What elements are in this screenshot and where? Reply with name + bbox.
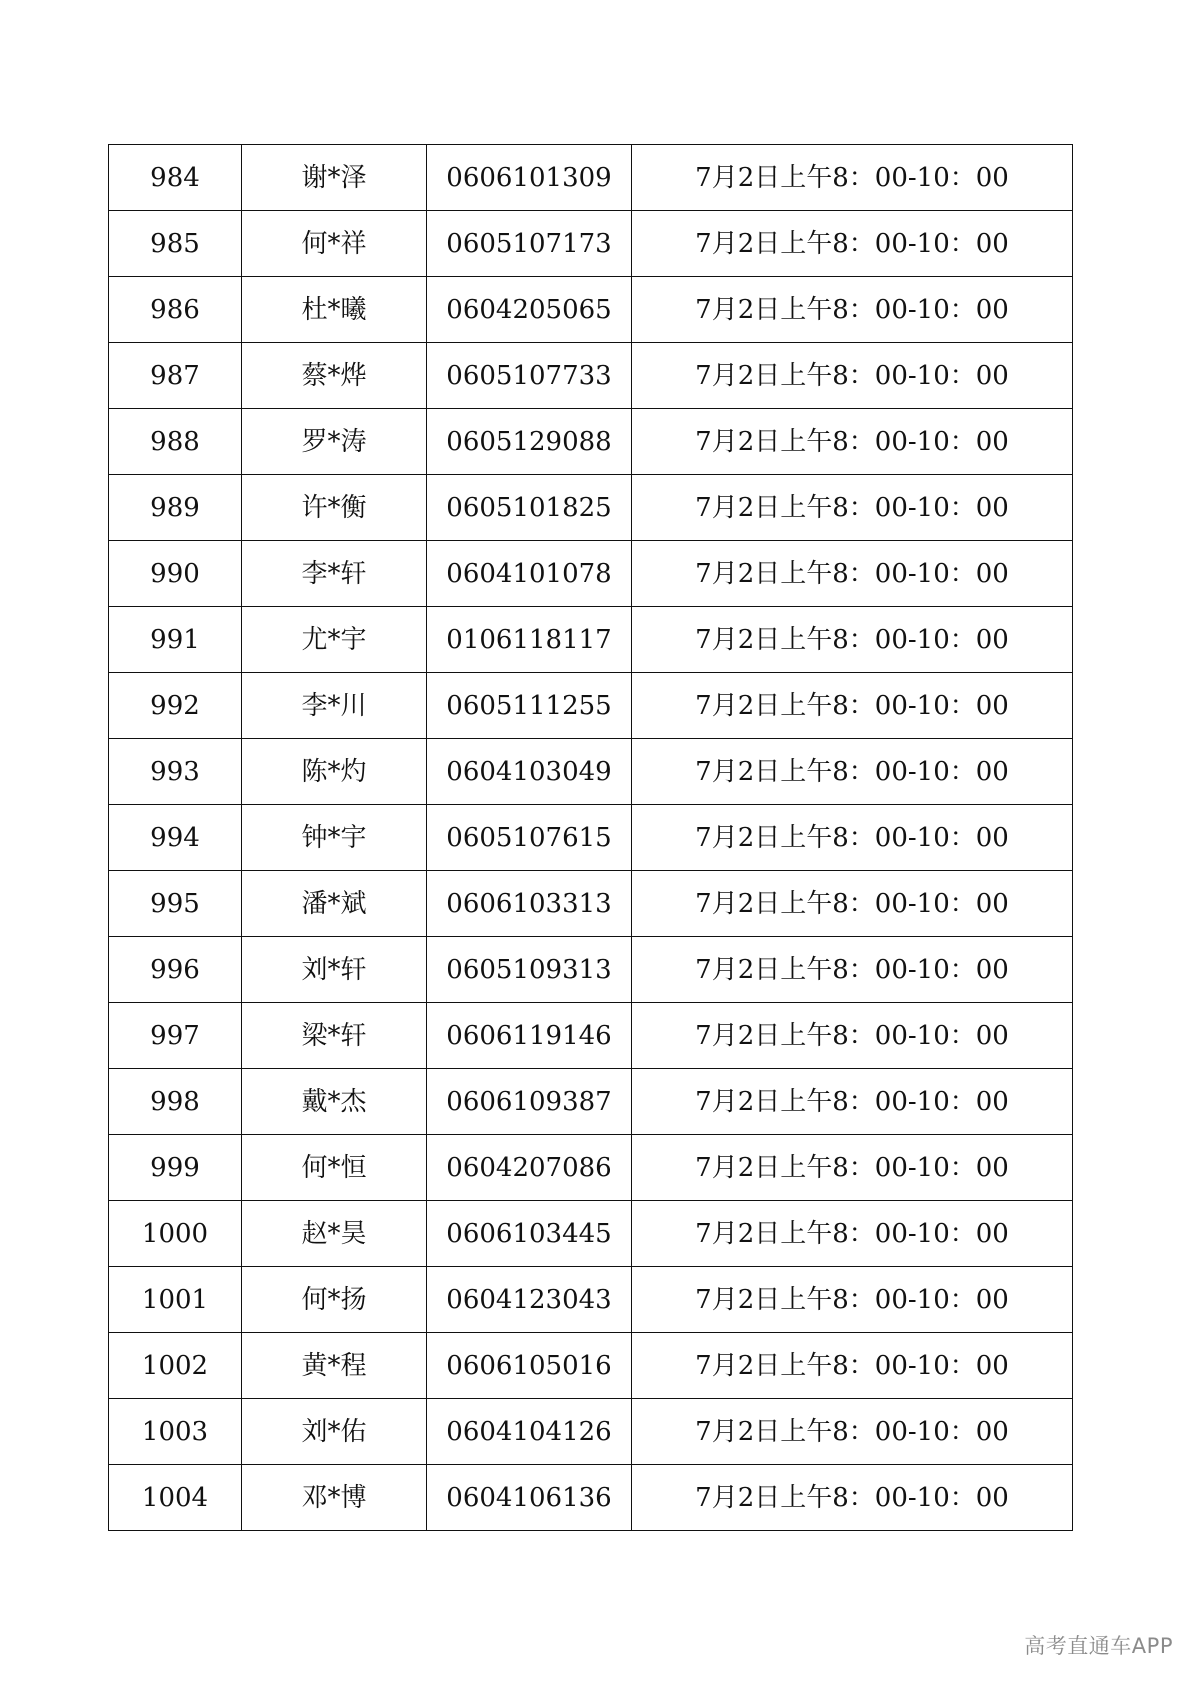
name-cell: 何*恒 — [242, 1135, 427, 1201]
name-cell: 许*衡 — [242, 475, 427, 541]
table-row — [109, 1465, 1073, 1531]
name-cell: 赵*昊 — [242, 1201, 427, 1267]
exam-time-cell: 7月2日上午8：00-10：00 — [632, 607, 1073, 673]
exam-time-cell: 7月2日上午8：00-10：00 — [632, 409, 1073, 475]
name-cell: 李*川 — [242, 673, 427, 739]
exam-time-cell: 7月2日上午8：00-10：00 — [632, 673, 1073, 739]
row-number-cell: 994 — [109, 805, 242, 871]
name-cell: 李*轩 — [242, 541, 427, 607]
row-number-cell: 997 — [109, 1003, 242, 1069]
exam-time-cell: 7月2日上午8：00-10：00 — [632, 739, 1073, 805]
row-number-cell: 991 — [109, 607, 242, 673]
name-cell: 谢*泽 — [242, 145, 427, 211]
table-row — [109, 1267, 1073, 1333]
row-number-cell: 984 — [109, 145, 242, 211]
name-cell: 戴*杰 — [242, 1069, 427, 1135]
table-row — [109, 805, 1073, 871]
exam-id-cell: 0606109387 — [427, 1069, 632, 1135]
table-row — [109, 409, 1073, 475]
table-row — [109, 475, 1073, 541]
exam-time-cell: 7月2日上午8：00-10：00 — [632, 277, 1073, 343]
exam-id-cell: 0605107733 — [427, 343, 632, 409]
name-cell: 蔡*烨 — [242, 343, 427, 409]
roster-table — [108, 144, 1073, 1531]
table-row — [109, 1201, 1073, 1267]
exam-id-cell: 0606119146 — [427, 1003, 632, 1069]
name-cell: 潘*斌 — [242, 871, 427, 937]
exam-time-cell: 7月2日上午8：00-10：00 — [632, 211, 1073, 277]
exam-time-cell: 7月2日上午8：00-10：00 — [632, 1333, 1073, 1399]
exam-id-cell: 0604101078 — [427, 541, 632, 607]
row-number-cell: 995 — [109, 871, 242, 937]
table-row — [109, 1399, 1073, 1465]
row-number-cell: 987 — [109, 343, 242, 409]
row-number-cell: 1001 — [109, 1267, 242, 1333]
row-number-cell: 1003 — [109, 1399, 242, 1465]
table-row — [109, 937, 1073, 1003]
name-cell: 杜*曦 — [242, 277, 427, 343]
exam-id-cell: 0604123043 — [427, 1267, 632, 1333]
roster-table-body — [109, 145, 1073, 1531]
exam-id-cell: 0605107173 — [427, 211, 632, 277]
watermark-text: 高考直通车APP — [1024, 1634, 1173, 1658]
exam-id-cell: 0606103445 — [427, 1201, 632, 1267]
exam-id-cell: 0606101309 — [427, 145, 632, 211]
name-cell: 钟*宇 — [242, 805, 427, 871]
exam-time-cell: 7月2日上午8：00-10：00 — [632, 871, 1073, 937]
exam-time-cell: 7月2日上午8：00-10：00 — [632, 541, 1073, 607]
row-number-cell: 989 — [109, 475, 242, 541]
table-row — [109, 1333, 1073, 1399]
name-cell: 罗*涛 — [242, 409, 427, 475]
name-cell: 邓*博 — [242, 1465, 427, 1531]
table-row — [109, 1003, 1073, 1069]
exam-id-cell: 0604104126 — [427, 1399, 632, 1465]
row-number-cell: 990 — [109, 541, 242, 607]
exam-time-cell: 7月2日上午8：00-10：00 — [632, 937, 1073, 1003]
name-cell: 陈*灼 — [242, 739, 427, 805]
exam-id-cell: 0605107615 — [427, 805, 632, 871]
exam-id-cell: 0605101825 — [427, 475, 632, 541]
exam-time-cell: 7月2日上午8：00-10：00 — [632, 1267, 1073, 1333]
table-row — [109, 673, 1073, 739]
name-cell: 何*祥 — [242, 211, 427, 277]
exam-time-cell: 7月2日上午8：00-10：00 — [632, 1135, 1073, 1201]
table-row — [109, 607, 1073, 673]
exam-id-cell: 0604207086 — [427, 1135, 632, 1201]
exam-id-cell: 0605111255 — [427, 673, 632, 739]
table-row — [109, 871, 1073, 937]
name-cell: 何*扬 — [242, 1267, 427, 1333]
table-row — [109, 541, 1073, 607]
row-number-cell: 1004 — [109, 1465, 242, 1531]
exam-id-cell: 0106118117 — [427, 607, 632, 673]
exam-time-cell: 7月2日上午8：00-10：00 — [632, 1465, 1073, 1531]
name-cell: 黄*程 — [242, 1333, 427, 1399]
name-cell: 尤*宇 — [242, 607, 427, 673]
exam-id-cell: 0605129088 — [427, 409, 632, 475]
name-cell: 刘*佑 — [242, 1399, 427, 1465]
row-number-cell: 986 — [109, 277, 242, 343]
exam-time-cell: 7月2日上午8：00-10：00 — [632, 1399, 1073, 1465]
row-number-cell: 1000 — [109, 1201, 242, 1267]
table-row — [109, 343, 1073, 409]
table-row — [109, 211, 1073, 277]
exam-time-cell: 7月2日上午8：00-10：00 — [632, 343, 1073, 409]
row-number-cell: 993 — [109, 739, 242, 805]
row-number-cell: 998 — [109, 1069, 242, 1135]
table-row — [109, 1135, 1073, 1201]
row-number-cell: 999 — [109, 1135, 242, 1201]
exam-id-cell: 0606103313 — [427, 871, 632, 937]
exam-id-cell: 0604103049 — [427, 739, 632, 805]
name-cell: 梁*轩 — [242, 1003, 427, 1069]
row-number-cell: 985 — [109, 211, 242, 277]
exam-id-cell: 0605109313 — [427, 937, 632, 1003]
row-number-cell: 1002 — [109, 1333, 242, 1399]
table-row — [109, 277, 1073, 343]
exam-time-cell: 7月2日上午8：00-10：00 — [632, 1069, 1073, 1135]
exam-id-cell: 0606105016 — [427, 1333, 632, 1399]
exam-id-cell: 0604205065 — [427, 277, 632, 343]
exam-time-cell: 7月2日上午8：00-10：00 — [632, 1003, 1073, 1069]
row-number-cell: 996 — [109, 937, 242, 1003]
table-row — [109, 145, 1073, 211]
exam-time-cell: 7月2日上午8：00-10：00 — [632, 1201, 1073, 1267]
table-row — [109, 739, 1073, 805]
exam-id-cell: 0604106136 — [427, 1465, 632, 1531]
exam-time-cell: 7月2日上午8：00-10：00 — [632, 145, 1073, 211]
row-number-cell: 988 — [109, 409, 242, 475]
table-row — [109, 1069, 1073, 1135]
row-number-cell: 992 — [109, 673, 242, 739]
name-cell: 刘*轩 — [242, 937, 427, 1003]
exam-time-cell: 7月2日上午8：00-10：00 — [632, 805, 1073, 871]
exam-time-cell: 7月2日上午8：00-10：00 — [632, 475, 1073, 541]
